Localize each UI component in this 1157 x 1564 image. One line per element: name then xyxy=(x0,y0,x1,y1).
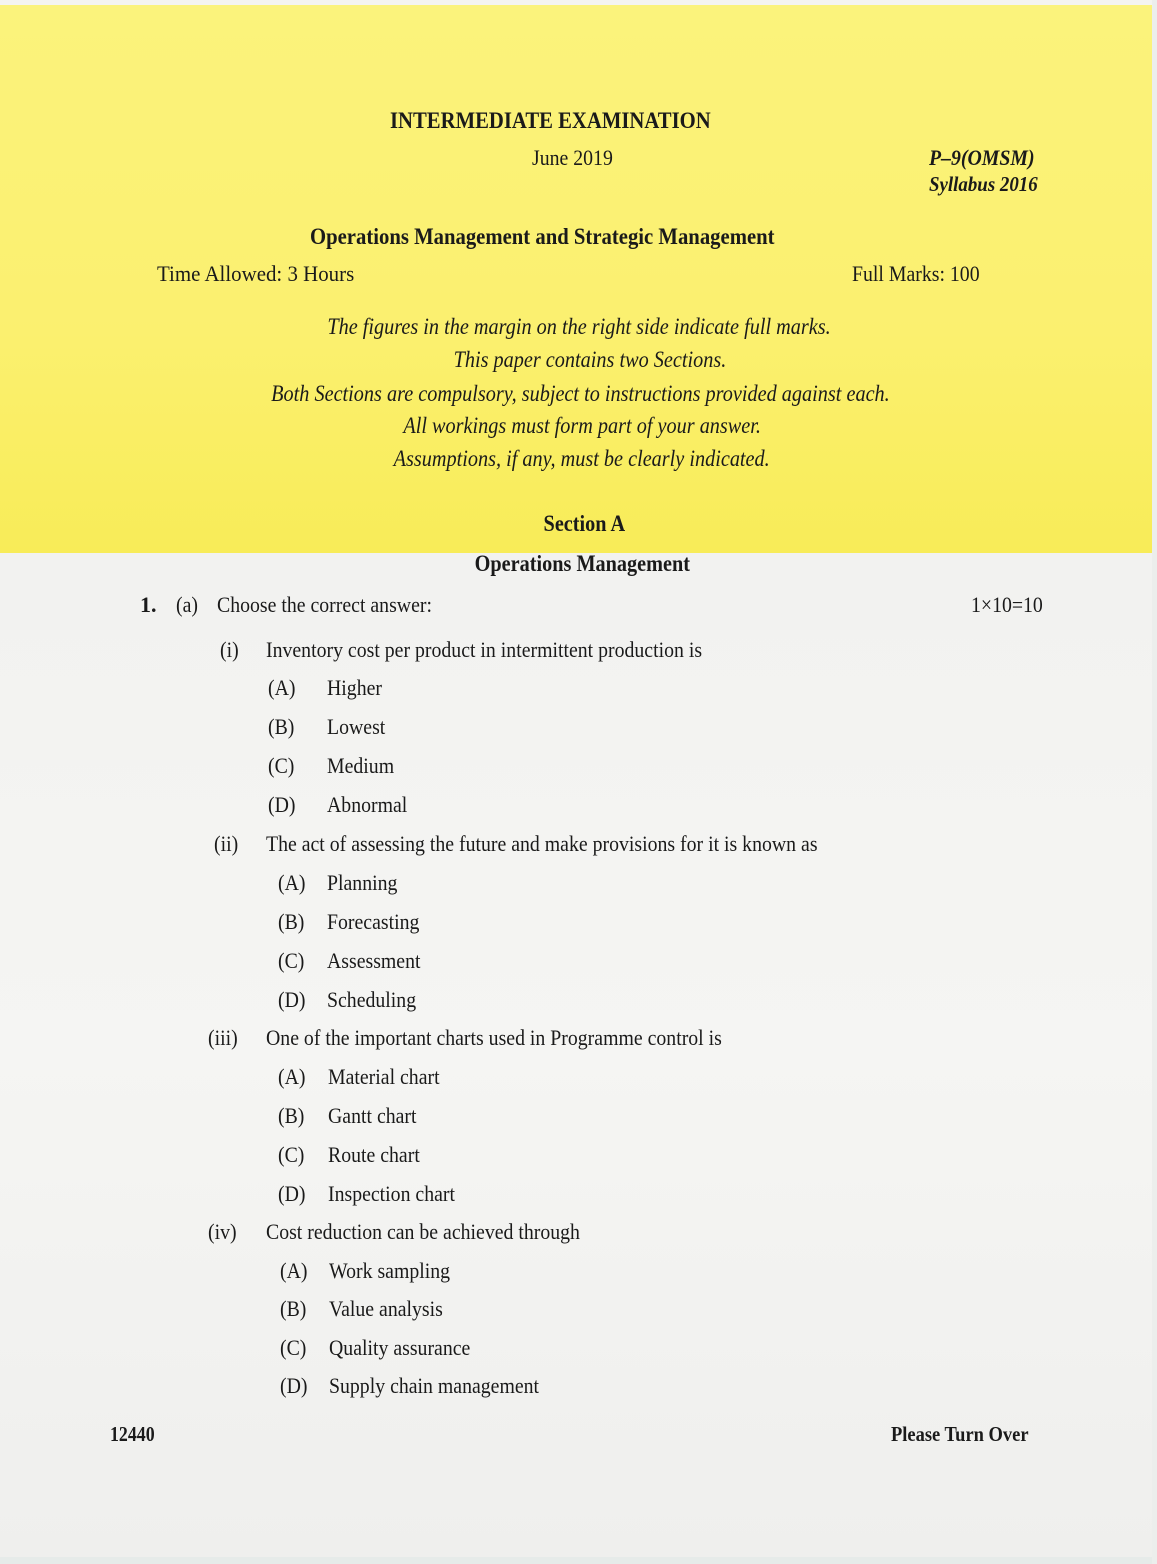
item-stem xyxy=(266,1221,615,1243)
option-text xyxy=(327,872,405,894)
option-letter-text: (D) xyxy=(278,1181,306,1206)
option-letter xyxy=(278,1144,307,1166)
option-letter-text: (B) xyxy=(268,714,295,739)
option-letter xyxy=(268,716,297,738)
item-label-text: (ii) xyxy=(214,831,239,856)
option-text xyxy=(329,1337,486,1359)
item-stem xyxy=(266,1027,773,1049)
item-label xyxy=(208,1027,241,1049)
option-text-value: Scheduling xyxy=(327,987,417,1012)
option-letter-text: (B) xyxy=(278,1103,305,1128)
item-label-text: (iv) xyxy=(208,1219,237,1244)
option-letter xyxy=(278,950,307,972)
paper-code xyxy=(929,147,1046,169)
option-text-value: Gantt chart xyxy=(328,1103,417,1128)
instruction-line-5 xyxy=(0,447,1157,470)
option-letter xyxy=(278,1183,309,1205)
option-letter xyxy=(278,872,309,894)
full-marks xyxy=(852,263,994,285)
option-letter xyxy=(278,1105,307,1127)
item-stem-text: Inventory cost per product in intermittent production is xyxy=(266,637,703,662)
section-title-text: Section A xyxy=(543,511,625,536)
item-stem-text: One of the important charts used in Programme control is xyxy=(266,1025,722,1050)
option-text-value: Material chart xyxy=(328,1064,440,1089)
instruction-text: All workings must form part of your answer. xyxy=(403,413,762,438)
question-number: 1. xyxy=(140,592,157,617)
option-text xyxy=(328,1066,452,1088)
option-letter xyxy=(280,1298,309,1320)
option-text-value: Route chart xyxy=(328,1142,420,1167)
question-marks-text: 1×10=10 xyxy=(971,592,1043,617)
page-code-text: 12440 xyxy=(110,1422,155,1446)
item-label-text: (i) xyxy=(220,637,239,662)
time-allowed xyxy=(157,263,365,285)
item-stem xyxy=(266,639,751,661)
option-text xyxy=(328,1105,426,1127)
option-letter-text: (D) xyxy=(268,792,296,817)
option-letter xyxy=(280,1260,311,1282)
item-stem xyxy=(266,833,879,855)
option-text-value: Assessment xyxy=(327,948,421,973)
option-letter-text: (A) xyxy=(268,675,296,700)
option-letter xyxy=(278,1066,309,1088)
exam-title xyxy=(390,109,746,132)
paper-title xyxy=(310,225,826,248)
option-text-value: Quality assurance xyxy=(329,1335,471,1360)
exam-session-text: June 2019 xyxy=(532,145,613,170)
option-letter-text: (B) xyxy=(278,909,305,934)
option-text-value: Medium xyxy=(327,753,395,778)
full-marks-text: Full Marks: 100 xyxy=(852,261,980,286)
section-subtitle xyxy=(0,552,1157,575)
option-text-value: Lowest xyxy=(327,714,386,739)
option-letter xyxy=(278,989,309,1011)
option-letter xyxy=(268,677,299,699)
instruction-line-1 xyxy=(0,315,1157,338)
option-text-value: Supply chain management xyxy=(329,1373,540,1398)
page-code xyxy=(110,1424,163,1445)
paper-code-text: P–9(OMSM) xyxy=(929,145,1035,170)
question-prompt-text: Choose the correct answer: xyxy=(217,592,432,617)
option-text xyxy=(327,716,392,738)
instruction-text: Assumptions, if any, must be clearly indicated. xyxy=(393,446,770,471)
syllabus xyxy=(929,174,1050,195)
option-letter xyxy=(280,1337,309,1359)
item-label-text: (iii) xyxy=(208,1025,238,1050)
section-subtitle-text: Operations Management xyxy=(474,551,690,576)
item-stem-text: Cost reduction can be achieved through xyxy=(266,1219,580,1244)
instruction-text: This paper contains two Sections. xyxy=(453,347,727,372)
option-letter-text: (A) xyxy=(280,1258,308,1283)
option-text xyxy=(327,989,426,1011)
page-right-edge xyxy=(1152,0,1157,1564)
question-prompt xyxy=(217,594,456,616)
option-text xyxy=(327,911,430,933)
option-text-value: Planning xyxy=(327,870,398,895)
page-body-background xyxy=(0,553,1152,1557)
time-allowed-text: Time Allowed: 3 Hours xyxy=(157,261,355,286)
exam-session xyxy=(532,147,622,169)
option-text-value: Inspection chart xyxy=(328,1181,455,1206)
option-text-value: Forecasting xyxy=(327,909,420,934)
instruction-text: Both Sections are compulsory, subject to instructions provided against each. xyxy=(270,381,890,406)
option-letter-text: (D) xyxy=(280,1373,308,1398)
option-text xyxy=(329,1298,455,1320)
option-letter-text: (C) xyxy=(278,1142,305,1167)
option-letter xyxy=(268,755,297,777)
instruction-text: The figures in the margin on the right side indicate full marks. xyxy=(326,314,831,339)
option-letter-text: (C) xyxy=(280,1335,307,1360)
question-part-text: (a) xyxy=(176,592,198,617)
option-letter-text: (D) xyxy=(278,987,306,1012)
item-label xyxy=(208,1221,240,1243)
instruction-line-4 xyxy=(0,414,1157,437)
item-label xyxy=(220,639,241,661)
option-text xyxy=(328,1144,430,1166)
option-letter-text: (A) xyxy=(278,1064,306,1089)
option-letter-text: (A) xyxy=(278,870,306,895)
page-bottom-edge xyxy=(0,1557,1157,1564)
option-text-value: Abnormal xyxy=(327,792,408,817)
option-letter-text: (C) xyxy=(278,948,305,973)
option-text xyxy=(327,677,388,699)
option-text-value: Higher xyxy=(327,675,382,700)
option-text xyxy=(329,1375,562,1397)
instruction-line-2 xyxy=(0,348,1157,371)
question-marks xyxy=(971,594,1051,616)
please-turn-over-text: Please Turn Over xyxy=(891,1422,1029,1446)
question-part xyxy=(176,594,200,616)
instruction-line-3 xyxy=(0,382,1157,405)
option-letter-text: (B) xyxy=(280,1296,307,1321)
option-letter xyxy=(280,1375,311,1397)
option-text xyxy=(327,950,431,972)
option-letter xyxy=(268,794,299,816)
item-label xyxy=(214,833,241,855)
option-text xyxy=(329,1260,464,1282)
paper-title-text: Operations Management and Strategic Management xyxy=(310,224,775,249)
option-text xyxy=(327,794,416,816)
syllabus-text: Syllabus 2016 xyxy=(929,172,1038,196)
item-stem-text: The act of assessing the future and make provisions for it is known as xyxy=(266,831,818,856)
exam-title-text: INTERMEDIATE EXAMINATION xyxy=(390,108,711,133)
section-title xyxy=(0,512,1157,535)
option-text-value: Work sampling xyxy=(329,1258,451,1283)
please-turn-over xyxy=(891,1424,1047,1445)
option-letter xyxy=(278,911,307,933)
option-text xyxy=(328,1183,469,1205)
option-text-value: Value analysis xyxy=(329,1296,443,1321)
option-text xyxy=(327,755,402,777)
option-letter-text: (C) xyxy=(268,753,295,778)
